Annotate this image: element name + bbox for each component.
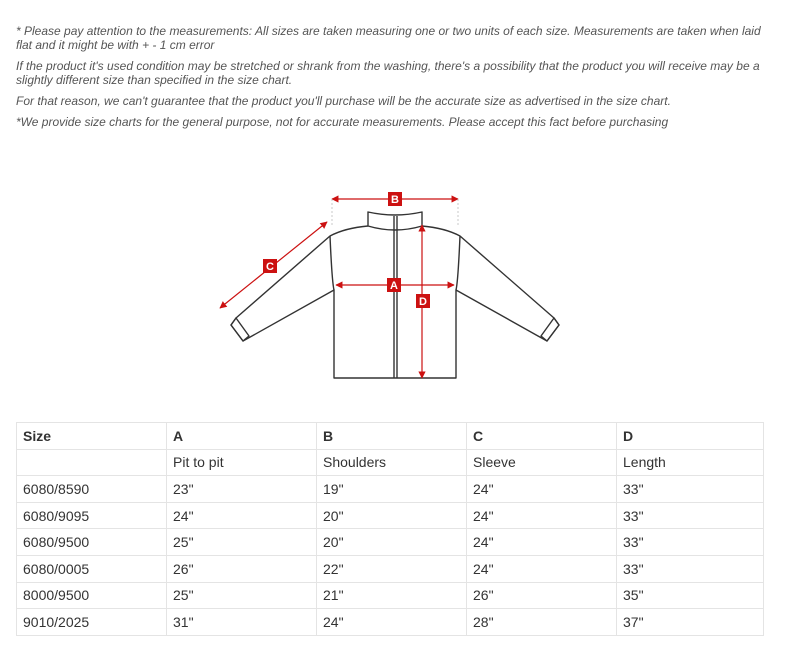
note-3: For that reason, we can't guarantee that the product you'll purchase will be the accurate size as advertised in the size chart. bbox=[16, 94, 671, 108]
cell-a: 26" bbox=[167, 555, 317, 582]
cell-a: 24" bbox=[167, 502, 317, 529]
cell-size: 6080/0005 bbox=[17, 555, 167, 582]
subheader-c: Sleeve bbox=[467, 449, 617, 476]
cell-size: 8000/9500 bbox=[17, 582, 167, 609]
subheader-d: Length bbox=[617, 449, 764, 476]
label-b bbox=[388, 192, 402, 206]
cell-c: 26" bbox=[467, 582, 617, 609]
cell-d: 33" bbox=[617, 555, 764, 582]
header-c: C bbox=[467, 423, 617, 450]
svg-text:C: C bbox=[266, 261, 274, 273]
subheader-a: Pit to pit bbox=[167, 449, 317, 476]
label-a bbox=[387, 278, 401, 292]
table-row bbox=[17, 529, 764, 556]
subheader-b: Shoulders bbox=[317, 449, 467, 476]
table-row bbox=[17, 609, 764, 636]
cell-c: 24" bbox=[467, 476, 617, 503]
table-header-row bbox=[17, 423, 764, 450]
cell-d: 35" bbox=[617, 582, 764, 609]
svg-text:A: A bbox=[390, 280, 398, 292]
header-a: A bbox=[167, 423, 317, 450]
header-size: Size bbox=[17, 423, 167, 450]
cell-d: 37" bbox=[617, 609, 764, 636]
table-row bbox=[17, 476, 764, 503]
table-row bbox=[17, 555, 764, 582]
table-row bbox=[17, 582, 764, 609]
cell-c: 28" bbox=[467, 609, 617, 636]
label-d bbox=[416, 294, 430, 308]
size-chart-table bbox=[16, 422, 764, 636]
table-subheader-row bbox=[17, 449, 764, 476]
svg-text:B: B bbox=[391, 194, 399, 206]
cell-b: 21" bbox=[317, 582, 467, 609]
cell-d: 33" bbox=[617, 529, 764, 556]
note-4: *We provide size charts for the general purpose, not for accurate measurements. Please accept this fact before purchasing bbox=[16, 115, 669, 129]
cell-c: 24" bbox=[467, 555, 617, 582]
cell-size: 9010/2025 bbox=[17, 609, 167, 636]
cell-size: 6080/9500 bbox=[17, 529, 167, 556]
jacket-outline bbox=[231, 212, 559, 378]
cell-d: 33" bbox=[617, 502, 764, 529]
cell-a: 31" bbox=[167, 609, 317, 636]
cell-c: 24" bbox=[467, 529, 617, 556]
cell-c: 24" bbox=[467, 502, 617, 529]
header-d: D bbox=[617, 423, 764, 450]
cell-a: 25" bbox=[167, 582, 317, 609]
cell-b: 19" bbox=[317, 476, 467, 503]
table-row bbox=[17, 502, 764, 529]
note-1: * Please pay attention to the measurements: All sizes are taken measuring one or two units of each size. Measurements are taken when laid flat and it might be with + - 1 cm error bbox=[16, 24, 761, 52]
cell-size: 6080/9095 bbox=[17, 502, 167, 529]
subheader-size bbox=[17, 449, 167, 476]
measurement-notes bbox=[16, 24, 776, 136]
header-b: B bbox=[317, 423, 467, 450]
label-c bbox=[263, 259, 277, 273]
cell-size: 6080/8590 bbox=[17, 476, 167, 503]
cell-d: 33" bbox=[617, 476, 764, 503]
note-2: If the product it's used condition may be stretched or shrank from the washing, there's a possibility that the product you will receive may be a slightly different size than specified in the size chart. bbox=[16, 59, 760, 87]
svg-text:D: D bbox=[419, 296, 427, 308]
cell-b: 22" bbox=[317, 555, 467, 582]
jacket-measurement-diagram bbox=[200, 188, 580, 388]
cell-a: 23" bbox=[167, 476, 317, 503]
cell-b: 24" bbox=[317, 609, 467, 636]
cell-b: 20" bbox=[317, 529, 467, 556]
cell-b: 20" bbox=[317, 502, 467, 529]
cell-a: 25" bbox=[167, 529, 317, 556]
